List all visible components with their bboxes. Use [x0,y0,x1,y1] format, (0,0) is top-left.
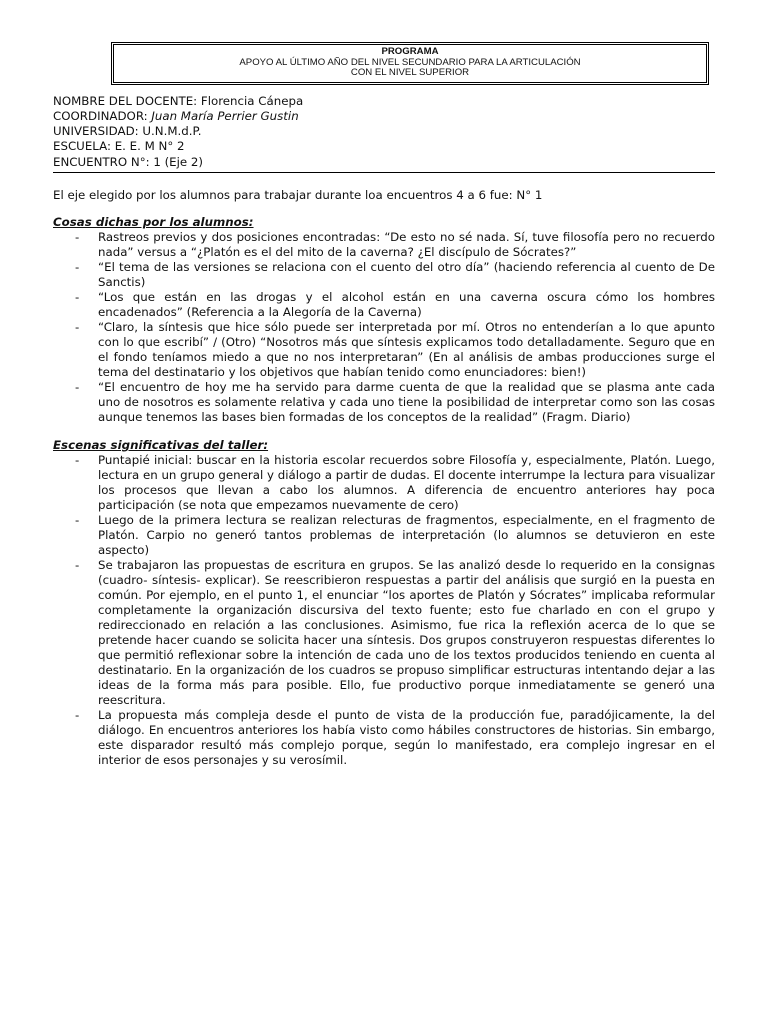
dash-bullet: - [75,319,80,334]
list-item-text: “Los que están en las drogas y el alcohol están en una caverna oscura cómo los hombres encadenados” (Referencia a la Alegoría de la Caverna) [98,289,715,319]
header-divider [53,172,715,173]
list-item-text: Se trabajaron las propuestas de escritura en grupos. Se las analizó desde lo requerido en la consignas (cuadro- síntesis- explicar). Se reescribieron respuestas a partir del análisis que surgió en la puesta en común. Por ejemplo, en el punto 1, el enunciar “los aportes de Platón y Sócrates” implicaba reformular completamente la organización discursiva del texto fuente; esto fue charlado en con el grupo y redireccionado en relación a las conclusiones. Asimismo, fue rica la reflexión acerca de lo que se pretende hacer cuando se solicita hacer una síntesis. Dos grupos construyeron respuestas diferentes lo que permitió reflexionar sobre la intención de cada uno de los textos producidos teniendo en cuenta al destinatario. En la organización de los cuadros se propuso simplificar estructuras intentando dejar a las ideas de la forma más para posible. Ello, fue productivo porque inmediatamente se generó una reescritura. [98,557,715,707]
coordinador-label: COORDINADOR: [53,108,152,123]
list-item [53,708,715,768]
document-metadata [53,94,715,170]
docente-row [53,94,715,109]
cosas-dichas-list [53,230,715,425]
program-subtitle-line-2: CON EL NIVEL SUPERIOR [350,67,470,78]
intro-paragraph: El eje elegido por los alumnos para trabajar durante loa encuentros 4 a 6 fue: N° 1 [53,187,543,202]
list-item [53,230,715,260]
list-item-text: “El tema de las versiones se relaciona con el cuento del otro día” (haciendo referencia al cuento de De Sanctis) [98,259,715,289]
list-item-text: Puntapié inicial: buscar en la historia escolar recuerdos sobre Filosofía y, especialmente, Platón. Luego, lectura en un grupo general y diálogo a partir de dudas. El docente interrumpe la lectura para visualizar los procesos que llevan a cabo los alumnos. A diferencia de encuentro anteriores hay poca participación (se nota que empezamos nuevamente de cero) [98,452,715,512]
dash-bullet: - [75,707,80,722]
escuela-row: ESCUELA: E. E. M N° 2 [53,139,185,154]
list-item [53,260,715,290]
dash-bullet: - [75,289,80,304]
list-item [53,513,715,558]
encuentro-row: ENCUENTRO N°: 1 (Eje 2) [53,154,204,169]
universidad-row: UNIVERSIDAD: U.N.M.d.P. [53,124,202,139]
document-page [53,42,715,768]
program-title: PROGRAMA [381,46,439,57]
list-item-text: La propuesta más compleja desde el punto de vista de la producción fue, paradójicamente, la del diálogo. En encuentros anteriores los había visto como hábiles constructores de historias. Sin embargo, este disparador resultó más complejo porque, según lo manifestado, era complejo ingresar en el interior de esos personajes y su verosímil. [98,707,715,767]
docente-value: Florencia Cánepa [200,93,304,108]
list-item [53,558,715,708]
list-item-text: “Claro, la síntesis que hice sólo puede ser interpretada por mí. Otros no entenderían a lo que apunto con lo que escribí” / (Otro) “Nosotros más que síntesis explicamos todo detalladamente. Seguro que en el fondo teníamos miedo a que no nos interpretaran” (En al análisis de ambas producciones surge el tema del destinatario y los objetivos que habían tenido como enunciadores: bien!) [98,319,715,379]
list-item [53,380,715,425]
program-header-box [111,42,709,85]
list-item-text: “El encuentro de hoy me ha servido para darme cuenta de que la realidad que se plasma ante cada uno de nosotros es solamente relativa y cada uno tiene la posibilidad de interpretar como son las cosas aunque tenemos las bases bien formadas de los conceptos de la realidad” (Fragm. Diario) [98,379,715,424]
list-item [53,290,715,320]
coordinador-value: Juan María Perrier Gustin [151,108,299,123]
list-item-text: Rastreos previos y dos posiciones encontradas: “De esto no sé nada. Sí, tuve filosofía pero no recuerdo nada” versus a “¿Platón es el del mito de la caverna? ¿El discípulo de Sócrates?” [98,229,715,259]
program-subtitle-line-1: APOYO AL ÚLTIMO AÑO DEL NIVEL SECUNDARIO PARA LA ARTICULACIÓN [239,56,581,68]
list-item-text: Luego de la primera lectura se realizan relecturas de fragmentos, especialmente, en el fragmento de Platón. Carpio no generó tantos problemas de interpretación (lo alumnos se detuvieron en este aspecto) [98,512,715,557]
dash-bullet: - [75,379,80,394]
dash-bullet: - [75,557,80,572]
escenas-list [53,453,715,768]
list-item [53,320,715,380]
coordinador-row [53,109,715,124]
section-title-escenas: Escenas significativas del taller: [53,437,269,452]
docente-label: NOMBRE DEL DOCENTE: [53,93,201,108]
section-title-cosas-dichas: Cosas dichas por los alumnos: [53,214,254,229]
list-item [53,453,715,513]
dash-bullet: - [75,452,80,467]
dash-bullet: - [75,512,80,527]
dash-bullet: - [75,259,80,274]
dash-bullet: - [75,229,80,244]
